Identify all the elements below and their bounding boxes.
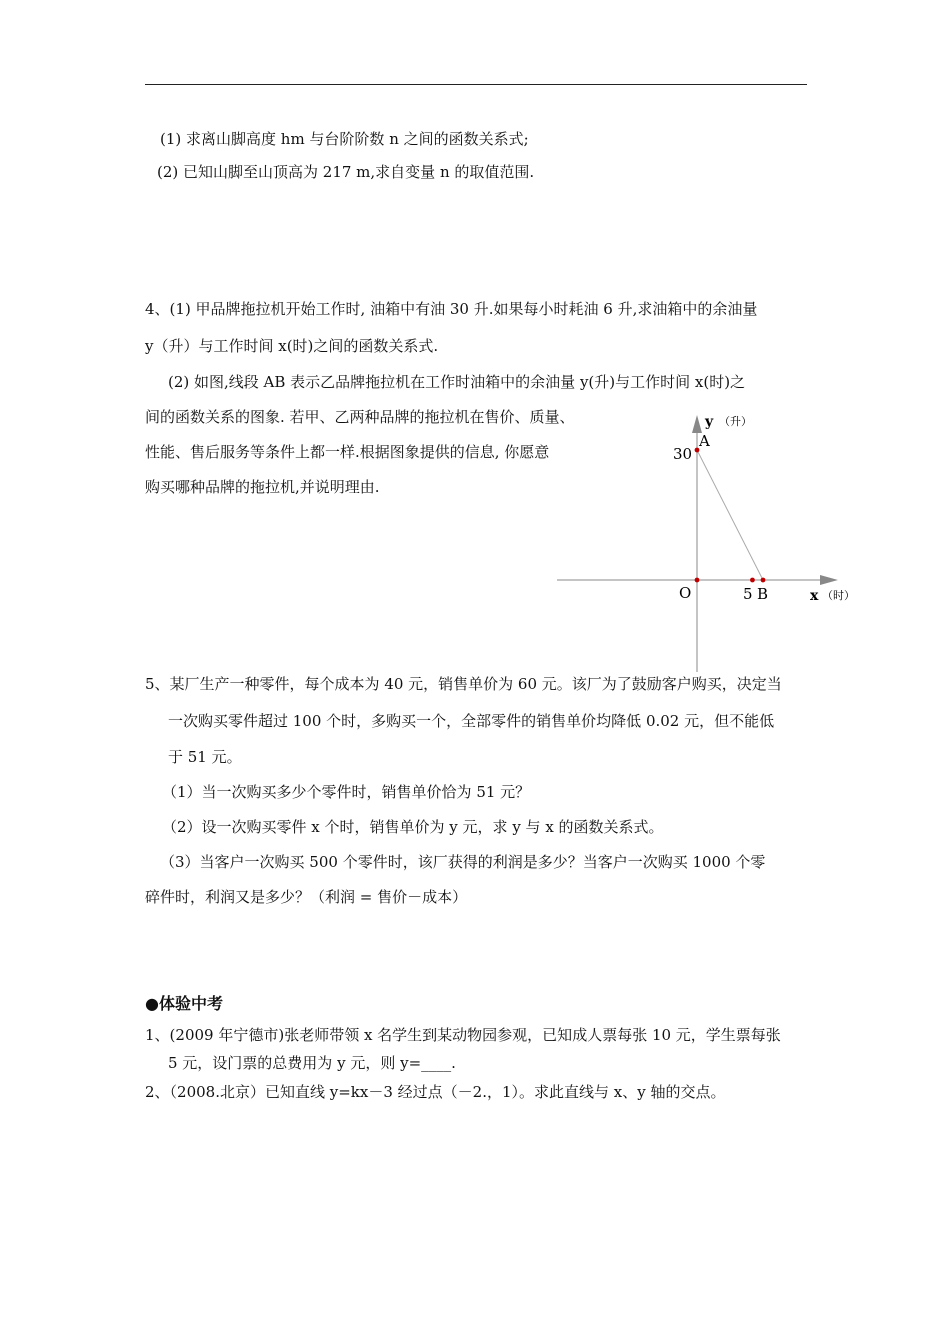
x-axis-arrow — [820, 575, 838, 585]
q4-line2: y（升）与工作时间 x(时)之间的函数关系式. — [145, 337, 439, 355]
point-origin — [695, 578, 700, 583]
q5-part3: （3）当客户一次购买 500 个零件时，该厂获得的利润是多少？当客户一次购买 1000 个零 — [160, 853, 766, 871]
origin-label: O — [679, 584, 692, 602]
q4-line4: 间的函数关系的图象. 若甲、乙两种品牌的拖拉机在售价、质量、 — [145, 408, 575, 426]
q4-line1: 4、(1) 甲品牌拖拉机开始工作时, 油箱中有油 30 升.如果每小时耗油 6 升,求油箱中的余油量 — [145, 300, 758, 318]
q4-line6: 购买哪种品牌的拖拉机,并说明理由. — [145, 478, 380, 496]
point-a-label: A — [699, 432, 710, 450]
y-axis-unit: （升） — [719, 415, 752, 428]
q3-part1: (1) 求离山脚高度 hm 与台阶阶数 n 之间的函数关系式; — [160, 130, 529, 148]
exam-q1-line2: 5 元，设门票的总费用为 y 元，则 y=____. — [168, 1054, 456, 1072]
q3-part2: (2) 已知山脚至山顶高为 217 m,求自变量 n 的取值范围. — [157, 163, 535, 181]
x-tick-label: 5 — [743, 585, 753, 603]
point-b-label: B — [757, 585, 769, 603]
q5-part1: （1）当一次购买多少个零件时，销售单价恰为 51 元？ — [162, 783, 531, 801]
x-tick-mark-5 — [750, 578, 755, 583]
y-tick-label: 30 — [673, 445, 693, 463]
q5-line3: 于 51 元。 — [168, 748, 242, 766]
point-b — [761, 578, 766, 583]
q4-line3: (2) 如图,线段 AB 表示乙品牌拖拉机在工作时油箱中的余油量 y(升)与工作时间 x(时)之 — [168, 373, 746, 391]
exam-q1-line1: 1、(2009 年宁德市)张老师带领 x 名学生到某动物园参观，已知成人票每张 10 元，学生票每张 — [145, 1026, 781, 1044]
q5-line2: 一次购买零件超过 100 个时，多购买一个，全部零件的销售单价均降低 0.02 元，但不能低 — [168, 712, 775, 730]
q4-line5: 性能、售后服务等条件上都一样.根据图象提供的信息, 你愿意 — [145, 443, 550, 461]
exam-q2: 2、（2008.北京）已知直线 y=kx－3 经过点（－2.，1）。求此直线与 x、y 轴的交点。 — [145, 1083, 726, 1101]
section-title: ●体验中考 — [145, 994, 223, 1013]
q5-part2: （2）设一次购买零件 x 个时，销售单价为 y 元，求 y 与 x 的函数关系式。 — [162, 818, 664, 836]
x-axis-unit: （时） — [822, 589, 855, 602]
q5-line1: 5、某厂生产一种零件，每个成本为 40 元，销售单价为 60 元。该厂为了鼓励客户购买，决定当 — [145, 675, 782, 693]
x-axis-label: x — [810, 588, 819, 604]
y-axis-label: y — [705, 414, 714, 430]
y-axis-arrow — [692, 415, 702, 433]
segment-ab — [697, 450, 763, 580]
q5-part3-cont: 碎件时，利润又是多少？（利润 = 售价－成本） — [145, 888, 468, 906]
